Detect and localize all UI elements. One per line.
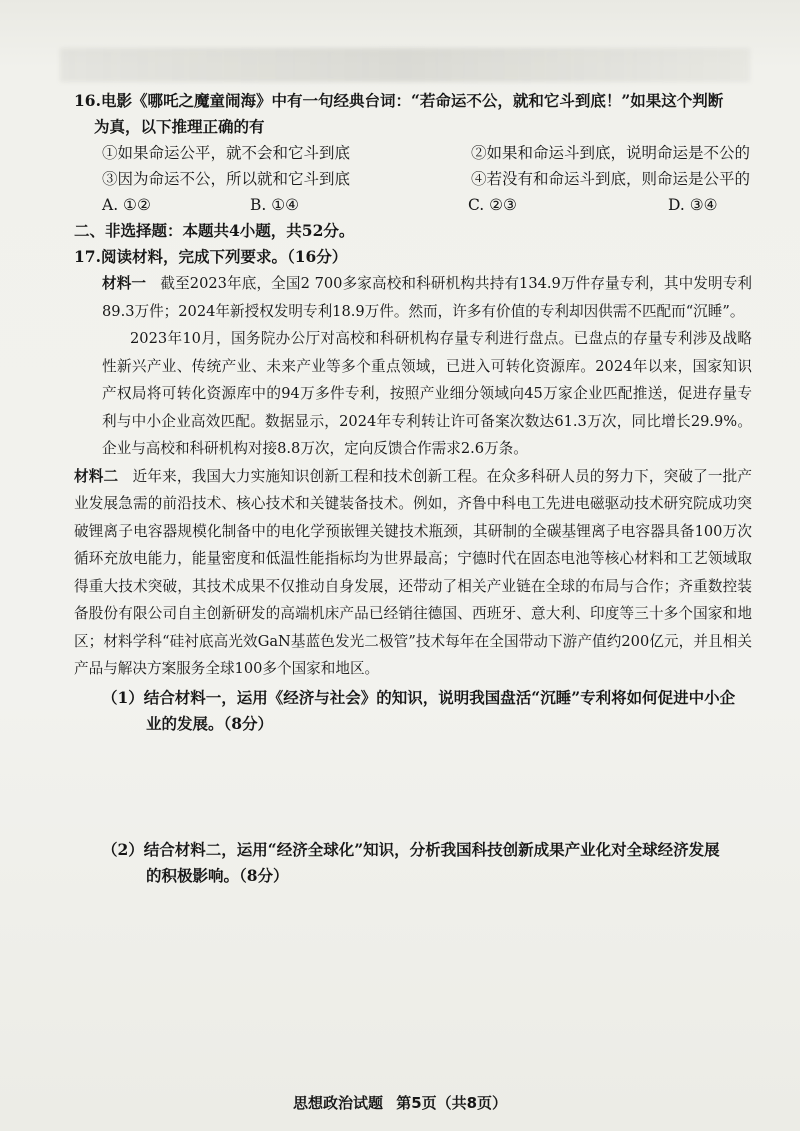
footer-page-number: 第5页（共8页） xyxy=(396,1094,508,1112)
q17-sub2-line1: （2）结合材料二，运用“经济全球化”知识，分析我国科技创新成果产业化对全球经济发展 xyxy=(102,839,720,859)
q16-statements-row2 xyxy=(74,166,754,192)
footer-subject: 思想政治试题 xyxy=(292,1094,383,1112)
material-2-label: 材料二 xyxy=(74,467,119,485)
material-1 xyxy=(74,270,754,463)
material-2-para-1: 近年来，我国大力实施知识创新工程和技术创新工程。在众多科研人员的努力下，突破了一批产业发展急需的前沿技术、核心技术和关键装备技术。例如，齐鲁中科电工先进电磁驱动技术研究院成功突破锂离子电容器规模化制备中的电化学预嵌锂关键技术瓶颈，其研制的全碳基锂离子电容器具备100万次循环充放电能力，能量密度和低温性能指标均为世界最高；宁德时代在固态电池等核心材料和工艺领域取得重大技术突破，其技术成果不仅推动自身发展，还带动了相关产业链在全球的布局与合作；齐重数控装备股份有限公司自主创新研发的高端机床产品已经销往德国、西班牙、意大利、印度等三十多个国家和地区；材料学科“硅衬底高光效GaN基蓝色发光二极管”技术每年在全国带动下游产值约200亿元，并且相关产品与解决方案服务全球100多个国家和地区。 xyxy=(74,467,752,677)
material-1-para-2: 2023年10月，国务院办公厅对高校和科研机构存量专利进行盘点。已盘点的存量专利涉及战略性新兴产业、传统产业、未来产业等多个重点领域，已进入可转化资源库。2024年以来，国家知识产权局将可转化资源库中的94万多件专利，按照产业细分领域向45万家企业匹配推送，促进存量专利与中小企业高效匹配。数据显示，2024年专利转让许可备案次数达61.3万次，同比增长29.9%。企业与高校和科研机构对接8.8万次，定向反馈合作需求2.6万条。 xyxy=(102,330,752,457)
q16-statement-3: ③因为命运不公，所以就和它斗到底 xyxy=(102,170,351,188)
material-2 xyxy=(74,463,754,683)
q16-statement-4: ④若没有和命运斗到底，则命运是公平的 xyxy=(470,170,750,188)
q16-choice-b: B. ①④ xyxy=(250,196,300,214)
q17-sub1-line2: 业的发展。（8分） xyxy=(146,713,274,733)
q17-sub2-line2: 的积极影响。（8分） xyxy=(146,865,289,885)
section2-title: 二、非选择题：本题共4小题，共52分。 xyxy=(74,221,355,240)
material-1-label: 材料一 xyxy=(102,275,147,292)
q17-sub1 xyxy=(74,685,754,737)
page-content xyxy=(74,88,754,889)
q16-statement-1: ①如果命运公平，就不会和它斗到底 xyxy=(102,144,351,162)
q17-stem: 17.阅读材料，完成下列要求。（16分） xyxy=(74,247,348,266)
q16-statements-row1 xyxy=(74,140,754,166)
q17-sub2 xyxy=(74,837,754,889)
q16-choices xyxy=(74,192,754,218)
q16-choice-a: A. ①② xyxy=(102,196,151,214)
q16-statement-2: ②如果和命运斗到底，说明命运是不公的 xyxy=(470,144,750,162)
q16-stem-line2: 为真，以下推理正确的有 xyxy=(94,117,265,136)
q17-sub1-line1: （1）结合材料一，运用《经济与社会》的知识，说明我国盘活“沉睡”专利将如何促进中小企 xyxy=(102,687,736,707)
material-1-para-1: 截至2023年底，全国2 700多家高校和科研机构共持有134.9万件存量专利，其中发明专利89.3万件；2024年新授权发明专利18.9万件。然而，许多有价值的专利却因供需不匹配而“沉睡”。 xyxy=(102,275,752,320)
q16-choice-d: D. ③④ xyxy=(668,196,718,214)
q16-choice-c: C. ②③ xyxy=(468,196,517,214)
q16-stem-line1: 16.电影《哪吒之魔童闹海》中有一句经典台词：“若命运不公，就和它斗到底！”如果这个判断 xyxy=(74,91,724,110)
answer-space-1 xyxy=(74,737,754,837)
scan-bleed-through xyxy=(60,48,750,82)
page-footer xyxy=(0,1092,800,1113)
